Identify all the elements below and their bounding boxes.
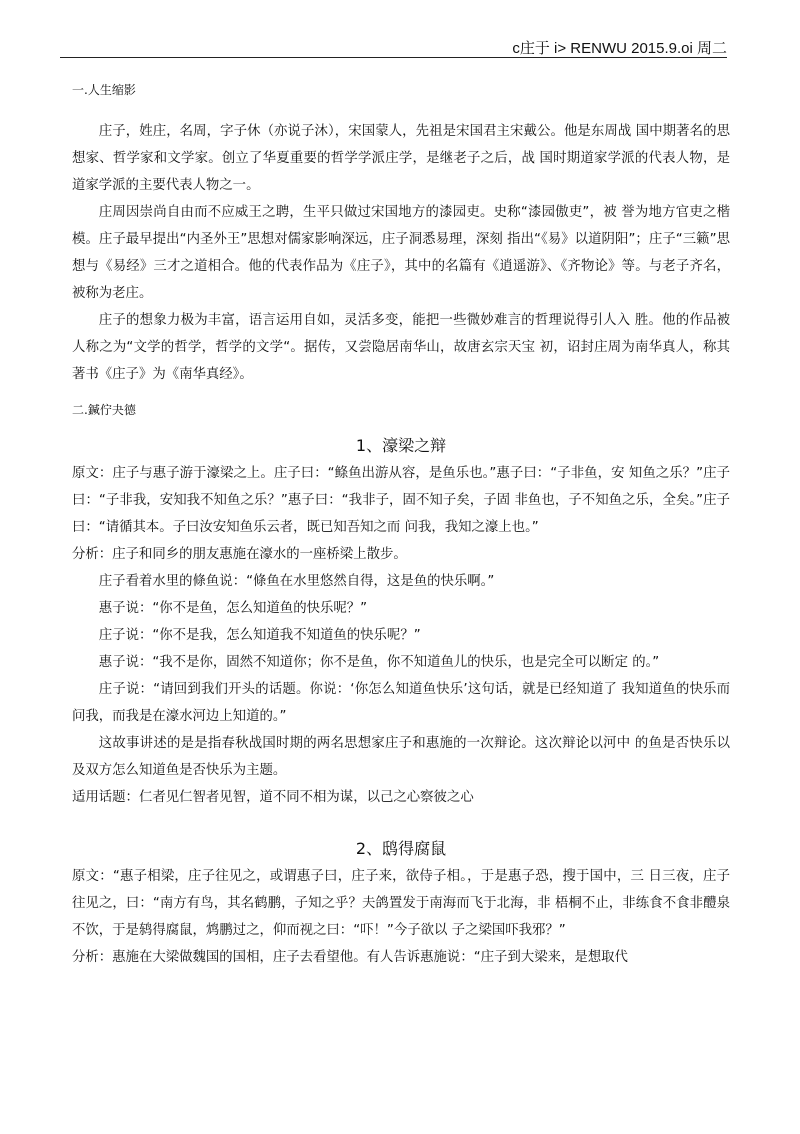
page-header: c庄于 i> RENWU 2015.9.oi 周二 xyxy=(512,40,727,57)
story-original-haoliang: 原文：庄子与惠子游于濠梁之上。庄子曰：“鲦鱼出游从容，是鱼乐也。”惠子曰：“子非鱼，安 知鱼之乐？”庄子曰：“子非我，安知我不知鱼之乐？”惠子曰：“我非子，固不知子矣，子固 非鱼也，子不知鱼之乐，全矣。”庄子曰：“请循其本。子曰汝安知鱼乐云者，既已知吾知之而 问我，我知之濠上也。” xyxy=(72,466,730,535)
document-body xyxy=(72,80,730,971)
story-topic-haoliang: 适用话题：仁者见仁智者见智，道不同不相为谋，以己之心察彼之心 xyxy=(72,790,474,805)
paragraph-career: 庄周因崇尚自由而不应威王之聘，生平只做过宋国地方的漆园吏。史称“漆园傲吏”，被 誉为地方官吏之楷模。庄子最早提出“内圣外王”思想对儒家影响深远，庄子洞悉易理，深刻 指出“《易》以道阴阳”；庄子“三籁”思想与《易经》三才之道相合。他的代表作品为《庄子》，其中的名篇有《逍遥游》、《齐物论》等。与老子齐名，被称为老庄。 xyxy=(72,205,730,301)
dialogue-line: 惠子说：“你不是鱼，怎么知道鱼的快乐呢？” xyxy=(98,601,368,616)
section-heading-stories: 二.鍼佇夬德 xyxy=(72,403,136,417)
story-summary-haoliang: 这故事讲述的是是指春秋战国时期的两名思想家庄子和惠施的一次辩论。这次辩论以河中 的鱼是否快乐以及双方怎么知道鱼是否快乐为主题。 xyxy=(72,736,730,778)
story-analysis-fushu: 分析：惠施在大梁做魏国的国相，庄子去看望他。有人告诉惠施说：“庄子到大梁来，是想取代 xyxy=(72,950,628,965)
story-original-fushu: 原文：“惠子相梁，庄子往见之，或谓惠子曰，庄子来，欲侍子相。，于是惠子恐，搜于国中，三 日三夜，庄子往见之，曰：“南方有鸟，其名鹤鹏，子知之乎？夫鸽置发于南海而飞于北海，非 梧桐不止，非练食不食非醴泉不饮，于是鸫得腐鼠，鸩鹏过之，仰而视之曰：“吓！”今子欲以 子之梁国吓我邪？” xyxy=(72,869,730,938)
dialogue-line: 惠子说：“我不是你，固然不知道你；你不是鱼，你不知道鱼儿的快乐，也是完全可以断定 的。” xyxy=(98,655,660,670)
dialogue-line: 庄子看着水里的條鱼说：“條鱼在水里悠然自得，这是鱼的快乐啊。” xyxy=(98,574,495,589)
header-divider xyxy=(60,57,727,58)
section-heading-life: 一.人生缩影 xyxy=(72,83,136,97)
story-title-fushu: 2、鸱得腐鼠 xyxy=(355,839,447,858)
dialogue-line: 庄子说：“请回到我们开头的话题。你说：‘你怎么知道鱼快乐’这句话，就是已经知道了 我知道鱼的快乐而问我，而我是在濠水河边上知道的。” xyxy=(72,682,730,724)
story-title-haoliang: 1、濠梁之辩 xyxy=(355,436,447,455)
paragraph-intro: 庄子，姓庄，名周，字子休（亦说子沐），宋国蒙人，先祖是宋国君主宋戴公。他是东周战 国中期著名的思想家、哲学家和文学家。创立了华夏重要的哲学学派庄学，是继老子之后，战 国时期道家学派的代表人物，是道家学派的主要代表人物之一。 xyxy=(72,124,730,193)
paragraph-style: 庄子的想象力极为丰富，语言运用自如，灵活多变，能把一些微妙难言的哲理说得引人入 胜。他的作品被人称之为“文学的哲学，哲学的文学“。据传，又尝隐居南华山，故唐玄宗天宝 初，诏封庄周为南华真人，称其著书《庄子》为《南华真经》。 xyxy=(72,313,730,382)
story-analysis-haoliang: 分析：庄子和同乡的朋友惠施在濠水的一座桥梁上散步。 xyxy=(72,547,407,562)
dialogue-line: 庄子说：“你不是我，怎么知道我不知道鱼的快乐呢？” xyxy=(98,628,421,643)
